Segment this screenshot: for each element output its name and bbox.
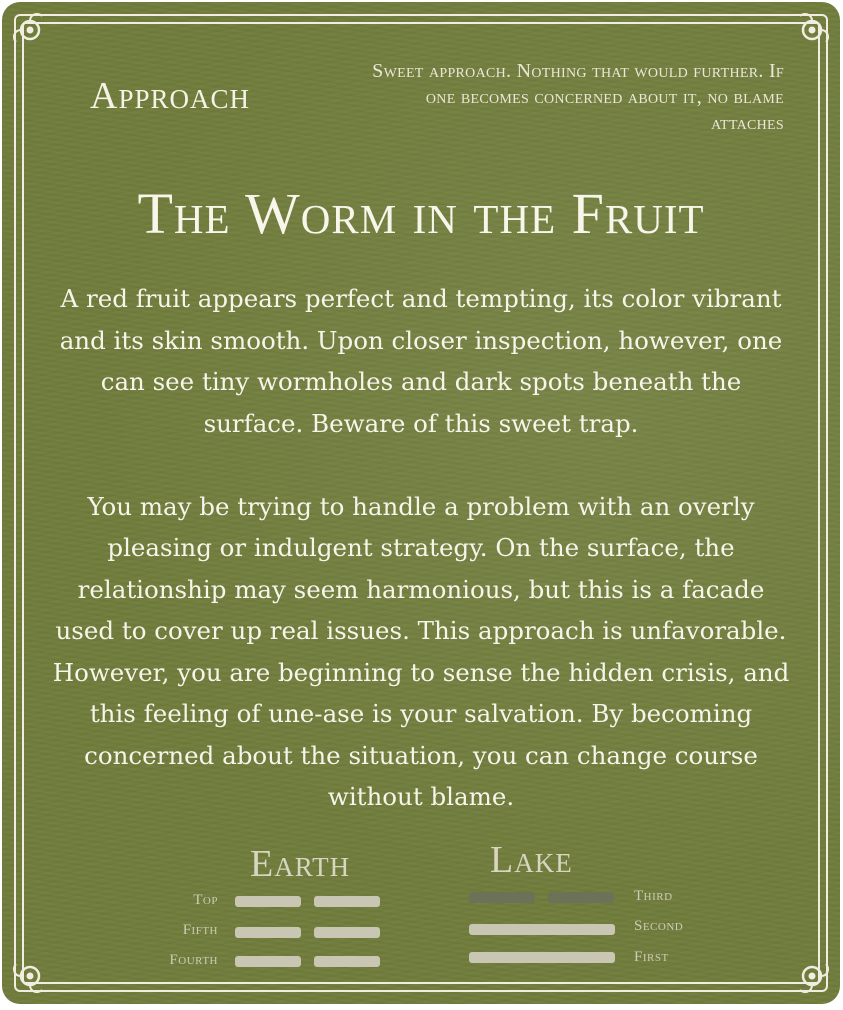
line-third-right-segment <box>548 892 614 903</box>
line-fourth-right-segment <box>314 956 380 967</box>
line-second-solid <box>469 924 615 935</box>
line-label-fourth: Fourth <box>169 952 218 968</box>
flourish-corner-icon <box>8 8 52 52</box>
line-label-top: Top <box>193 892 218 908</box>
lower-trigram-name: Lake <box>490 839 573 881</box>
hexagram-card <box>2 2 840 1004</box>
body-paragraph: A red fruit appears perfect and tempting, its color vibrant and its skin smooth. Upon closer inspection, however, one can see tiny wormholes and dark spots beneath the surface. Beware of this sweet trap. <box>59 284 783 438</box>
line-first-solid <box>469 952 615 963</box>
line-fourth-left-segment <box>235 956 301 967</box>
flourish-corner-icon <box>790 8 834 52</box>
card-title: The Worm in the Fruit <box>137 181 705 246</box>
approach-label: Approach <box>90 75 250 117</box>
line-top-right-segment <box>314 896 380 907</box>
line-top-left-segment <box>235 896 301 907</box>
line-label-second: Second <box>634 918 684 934</box>
line-label-fifth: Fifth <box>182 922 218 938</box>
line-label-third: Third <box>634 888 673 904</box>
line-label-first: First <box>634 949 669 965</box>
flourish-corner-icon <box>8 954 52 998</box>
approach-text: Sweet approach. Nothing that would further. If one becomes concerned about it, no blame attaches <box>372 60 784 134</box>
line-third-left-segment <box>469 892 535 903</box>
line-fifth-left-segment <box>235 927 301 938</box>
body-paragraph: You may be trying to handle a problem with an overly pleasing or indulgent strategy. On the surface, the relationship may seem harmonious, but this is a facade used to cover up real issues. This approach is unfavorable. However, you are beginning to sense the hidden crisis, and this feeling of une-ase is your salvation. By becoming concerned about the situation, you can change course without blame. <box>52 491 790 811</box>
upper-trigram-name: Earth <box>250 843 351 885</box>
card-body <box>52 278 790 818</box>
line-fifth-right-segment <box>314 927 380 938</box>
flourish-corner-icon <box>790 954 834 998</box>
